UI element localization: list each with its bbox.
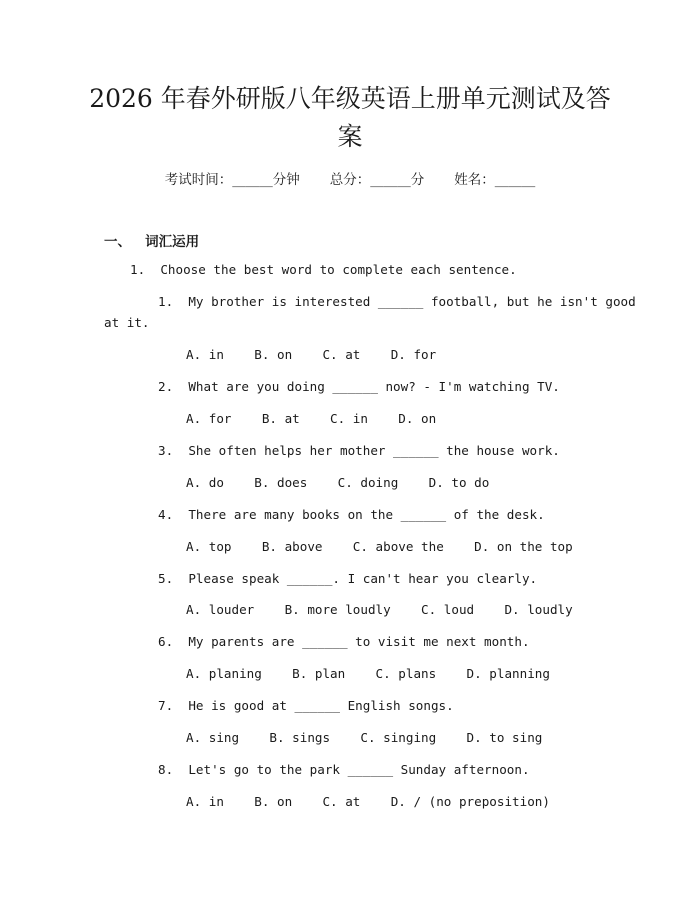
question-number: 3. xyxy=(158,443,174,458)
page-title: 2026 年春外研版八年级英语上册单元测试及答案 xyxy=(89,84,611,151)
question-text: My parents are ______ to visit me next month. xyxy=(188,634,530,649)
student-name-field: 姓名：______ xyxy=(454,172,536,188)
question-4-options: A. top B. above C. above the D. on the top xyxy=(186,539,573,554)
question-7-options: A. sing B. sings C. singing D. to sing xyxy=(186,730,543,745)
task-instruction-text: Choose the best word to complete each sentence. xyxy=(160,262,517,277)
question-6 xyxy=(158,633,530,651)
question-number: 4. xyxy=(158,507,174,522)
question-5-options: A. louder B. more loudly C. loud D. loudly xyxy=(186,602,573,617)
question-text: She often helps her mother ______ the house work. xyxy=(188,443,560,458)
section-heading xyxy=(104,230,199,250)
question-text: There are many books on the ______ of the desk. xyxy=(188,507,545,522)
task-number: 1. xyxy=(130,262,146,277)
question-text: My brother is interested ______ football, but he isn't good xyxy=(188,294,636,309)
question-7 xyxy=(158,697,454,715)
question-8 xyxy=(158,761,530,779)
question-1 xyxy=(158,293,636,311)
question-4 xyxy=(158,506,545,524)
question-text: Please speak ______. I can't hear you clearly. xyxy=(188,571,538,586)
question-6-options: A. planing B. plan C. plans D. planning xyxy=(186,666,550,681)
question-2-options: A. for B. at C. in D. on xyxy=(186,411,437,426)
total-score-field: 总分：______分 xyxy=(329,172,425,188)
question-3 xyxy=(158,442,560,460)
question-number: 1. xyxy=(158,294,174,309)
task-instruction xyxy=(130,261,517,279)
section-number: 一、 xyxy=(104,234,131,250)
question-2 xyxy=(158,378,560,396)
question-number: 2. xyxy=(158,379,174,394)
question-1-options: A. in B. on C. at D. for xyxy=(186,347,437,362)
question-5 xyxy=(158,570,537,588)
question-8-options: A. in B. on C. at D. / (no preposition) xyxy=(186,794,550,809)
section-title: 词汇运用 xyxy=(145,234,200,250)
question-text: He is good at ______ English songs. xyxy=(188,698,454,713)
exam-time-field: 考试时间：______分钟 xyxy=(164,172,300,188)
question-text: What are you doing ______ now? - I'm watching TV. xyxy=(188,379,560,394)
question-1-continuation: at it. xyxy=(104,315,150,330)
question-3-options: A. do B. does C. doing D. to do xyxy=(186,475,490,490)
exam-meta xyxy=(0,168,700,188)
question-number: 8. xyxy=(158,762,174,777)
question-number: 7. xyxy=(158,698,174,713)
question-text: Let's go to the park ______ Sunday afternoon. xyxy=(188,762,530,777)
question-number: 5. xyxy=(158,571,174,586)
question-number: 6. xyxy=(158,634,174,649)
